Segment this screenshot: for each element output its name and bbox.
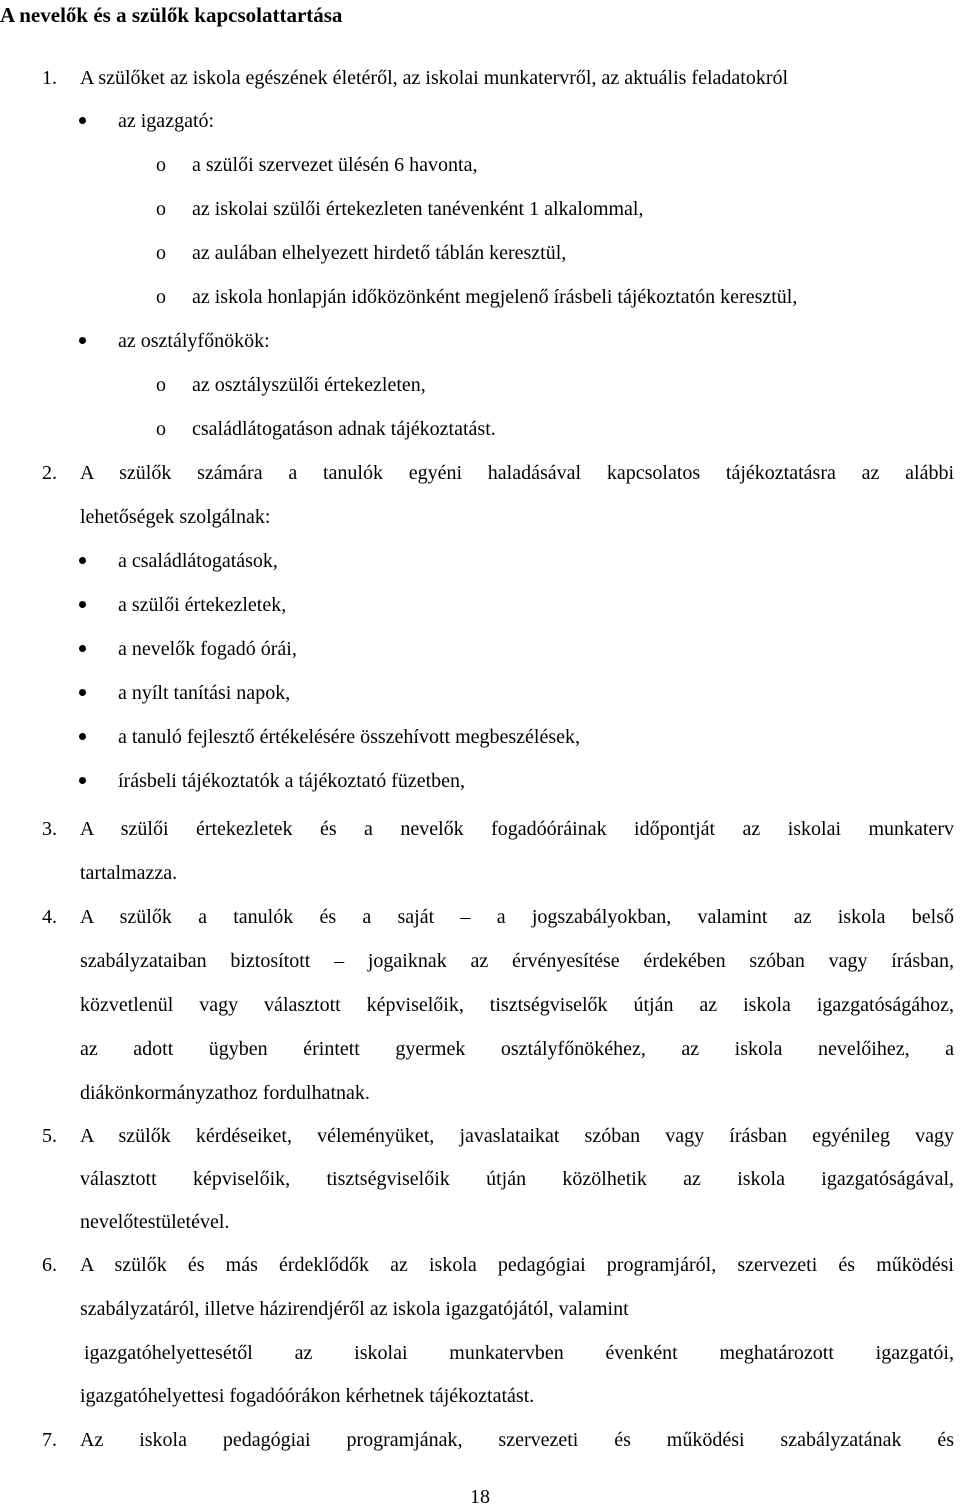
item-6-number: 6.: [42, 1254, 57, 1276]
group-1-subitem: az iskola honlapján időközönként megjelenő írásbeli tájékoztatón keresztül,: [192, 286, 798, 308]
item-3-line: A szülői értekezletek és a nevelők fogadóóráinak időpontját az iskolai munkaterv: [80, 818, 954, 840]
item-6-line: igazgatóhelyettesétől az iskolai munkatervben évenként meghatározott igazgatói,: [84, 1342, 954, 1364]
bullet-marker: [79, 777, 86, 784]
item-4-line: A szülők a tanulók és a saját – a jogszabályokban, valamint az iskola belső: [80, 906, 954, 928]
sub-marker: o: [156, 286, 166, 308]
item-2-bullet: a családlátogatások,: [118, 550, 278, 572]
item-7-number: 7.: [42, 1429, 57, 1451]
item-2-bullet: a nyílt tanítási napok,: [118, 682, 291, 704]
bullet-marker: [79, 337, 86, 344]
item-6-line: szabályzatáról, illetve házirendjéről az iskola igazgatójától, valamint: [80, 1298, 629, 1320]
item-2-bullet: a nevelők fogadó órái,: [118, 638, 297, 660]
item-1-number: 1.: [42, 67, 57, 89]
bullet-marker: [79, 645, 86, 652]
sub-marker: o: [156, 374, 166, 396]
item-4-number: 4.: [42, 906, 57, 928]
item-2-bullet: a szülői értekezletek,: [118, 594, 287, 616]
item-2-bullet: a tanuló fejlesztő értékelésére összehívott megbeszélések,: [118, 726, 581, 748]
page-number: 18: [470, 1486, 490, 1508]
item-5-number: 5.: [42, 1125, 57, 1147]
group-1-subitem: a szülői szervezet ülésén 6 havonta,: [192, 154, 478, 176]
item-4-line: szabályzataiban biztosított – jogaiknak az érvényesítése érdekében szóban vagy írásban,: [80, 950, 954, 972]
bullet-marker: [79, 117, 86, 124]
item-7-line: Az iskola pedagógiai programjának, szervezeti és működési szabályzatának és: [80, 1429, 954, 1451]
bullet-marker: [79, 733, 86, 740]
item-1-text: A szülőket az iskola egészének életéről, az iskolai munkatervről, az aktuális feladatokról: [80, 67, 789, 89]
item-3-number: 3.: [42, 818, 57, 840]
item-2-bullet: írásbeli tájékoztatók a tájékoztató füzetben,: [118, 770, 466, 792]
item-4-line: diákönkormányzathoz fordulhatnak.: [80, 1082, 370, 1104]
bullet-marker: [79, 689, 86, 696]
group-1-label: az igazgató:: [118, 110, 215, 132]
bullet-marker: [79, 557, 86, 564]
group-2-subitem: az osztályszülői értekezleten,: [192, 374, 426, 396]
group-2-subitem: családlátogatáson adnak tájékoztatást.: [192, 418, 496, 440]
item-3-line: tartalmazza.: [80, 862, 178, 884]
sub-marker: o: [156, 242, 166, 264]
item-2-line: lehetőségek szolgálnak:: [80, 506, 271, 528]
item-5-line: választott képviselőik, tisztségviselőik útján közölhetik az iskola igazgatóságával,: [80, 1168, 954, 1190]
item-2-line: A szülők számára a tanulók egyéni haladásával kapcsolatos tájékoztatásra az alábbi: [80, 462, 954, 484]
group-1-subitem: az iskolai szülői értekezleten tanévenként 1 alkalommal,: [192, 198, 644, 220]
sub-marker: o: [156, 154, 166, 176]
sub-marker: o: [156, 198, 166, 220]
item-2-number: 2.: [42, 462, 57, 484]
group-1-subitem: az aulában elhelyezett hirdető táblán keresztül,: [192, 242, 567, 264]
item-4-line: közvetlenül vagy választott képviselőik, tisztségviselők útján az iskola igazgatóságához,: [80, 994, 954, 1016]
item-5-line: nevelőtestületével.: [80, 1211, 230, 1233]
item-5-line: A szülők kérdéseiket, véleményüket, javaslataikat szóban vagy írásban egyénileg vagy: [80, 1125, 954, 1147]
group-2-label: az osztályfőnökök:: [118, 330, 270, 352]
item-4-line: az adott ügyben érintett gyermek osztályfőnökéhez, az iskola nevelőihez, a: [80, 1038, 954, 1060]
item-6-line: A szülők és más érdeklődők az iskola pedagógiai programjáról, szervezeti és működési: [80, 1254, 954, 1276]
item-6-line: igazgatóhelyettesi fogadóórákon kérhetnek tájékoztatást.: [80, 1385, 535, 1407]
sub-marker: o: [156, 418, 166, 440]
bullet-marker: [79, 601, 86, 608]
section-heading: A nevelők és a szülők kapcsolattartása: [0, 3, 343, 27]
